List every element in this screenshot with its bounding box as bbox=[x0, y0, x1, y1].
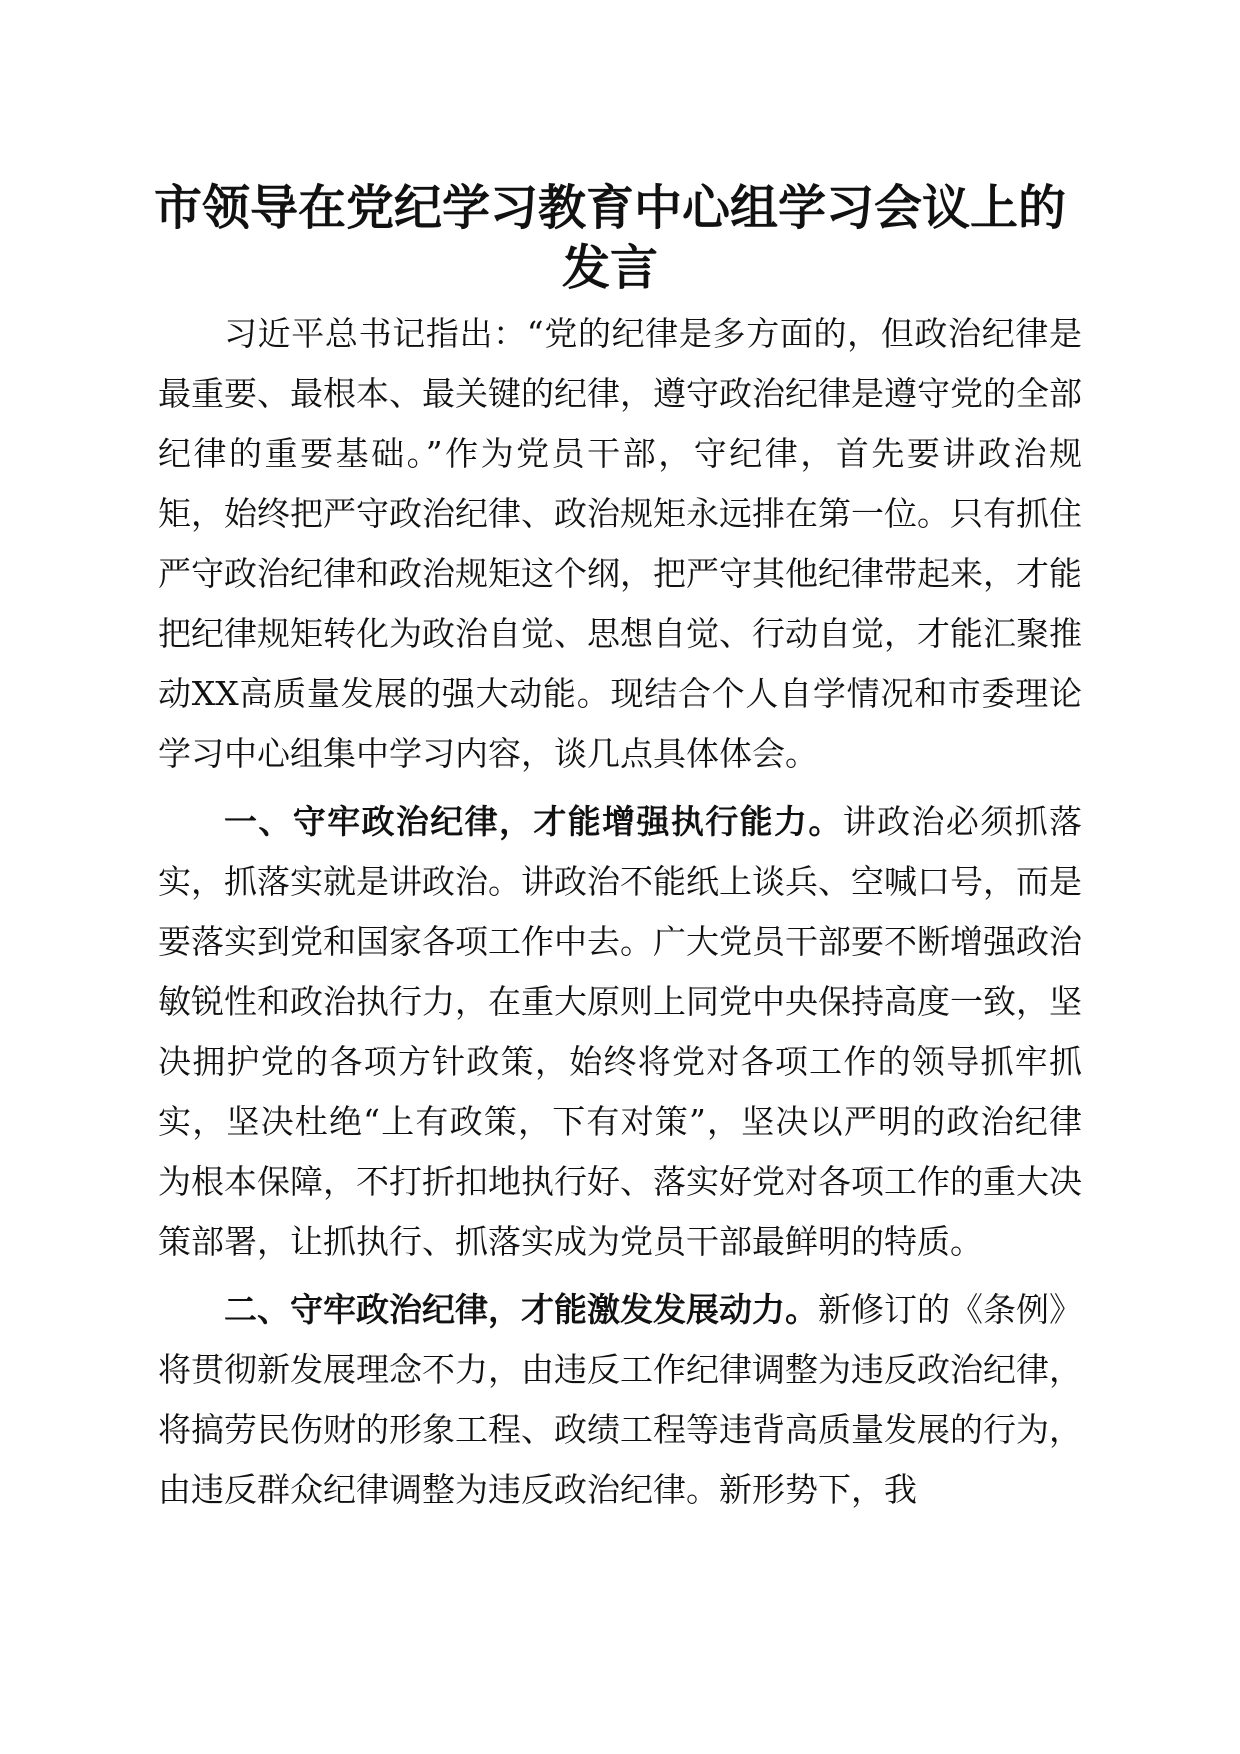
paragraph-text: 习近平总书记指出：“党的纪律是多方面的，但政治纪律是最重要、最根本、最关键的纪律，遵守政治纪律是遵守党的全部纪律的重要基础。”作为党员干部，守纪律，首先要讲政治规矩，始终把严守政治纪律、政治规矩永远排在第一位。只有抓住严守政治纪律和政治规矩这个纲，把严守其他纪律带起来，才能把纪律规矩转化为政治自觉、思想自觉、行动自觉，才能汇聚推动XX高质量发展的强大动能。现结合个人自学情况和市委理论学习中心组集中学习内容，谈几点具体体会。 bbox=[158, 314, 1082, 773]
section-heading: 一、守牢政治纪律，才能增强执行能力。 bbox=[224, 802, 843, 841]
paragraph-text: 新修订的《条例》将贯彻新发展理念不力，由违反工作纪律调整为违反政治纪律，将搞劳民伤财的形象工程、政绩工程等违背高质量发展的行为，由违反群众纪律调整为违反政治纪律。新形势下，我 bbox=[158, 1290, 1082, 1509]
paragraph-intro bbox=[158, 304, 1082, 784]
document-title bbox=[140, 178, 1080, 298]
paragraph-section-2 bbox=[158, 1280, 1082, 1520]
title-line-1: 市领导在党纪学习教育中心组学习会议上的 bbox=[153, 180, 1066, 236]
paragraph-section-1 bbox=[158, 792, 1082, 1272]
paragraph-text: 讲政治必须抓落实，抓落实就是讲政治。讲政治不能纸上谈兵、空喊口号，而是要落实到党和国家各项工作中去。广大党员干部要不断增强政治敏锐性和政治执行力，在重大原则上同党中央保持高度一致，坚决拥护党的各项方针政策，始终将党对各项工作的领导抓牢抓实，坚决杜绝“上有政策，下有对策”，坚决以严明的政治纪律为根本保障，不打折扣地执行好、落实好党对各项工作的重大决策部署，让抓执行、抓落实成为党员干部最鲜明的特质。 bbox=[158, 802, 1082, 1261]
section-heading: 二、守牢政治纪律，才能激发发展动力。 bbox=[224, 1290, 818, 1329]
title-line-2: 发言 bbox=[561, 240, 658, 296]
document-body bbox=[158, 304, 1082, 1528]
